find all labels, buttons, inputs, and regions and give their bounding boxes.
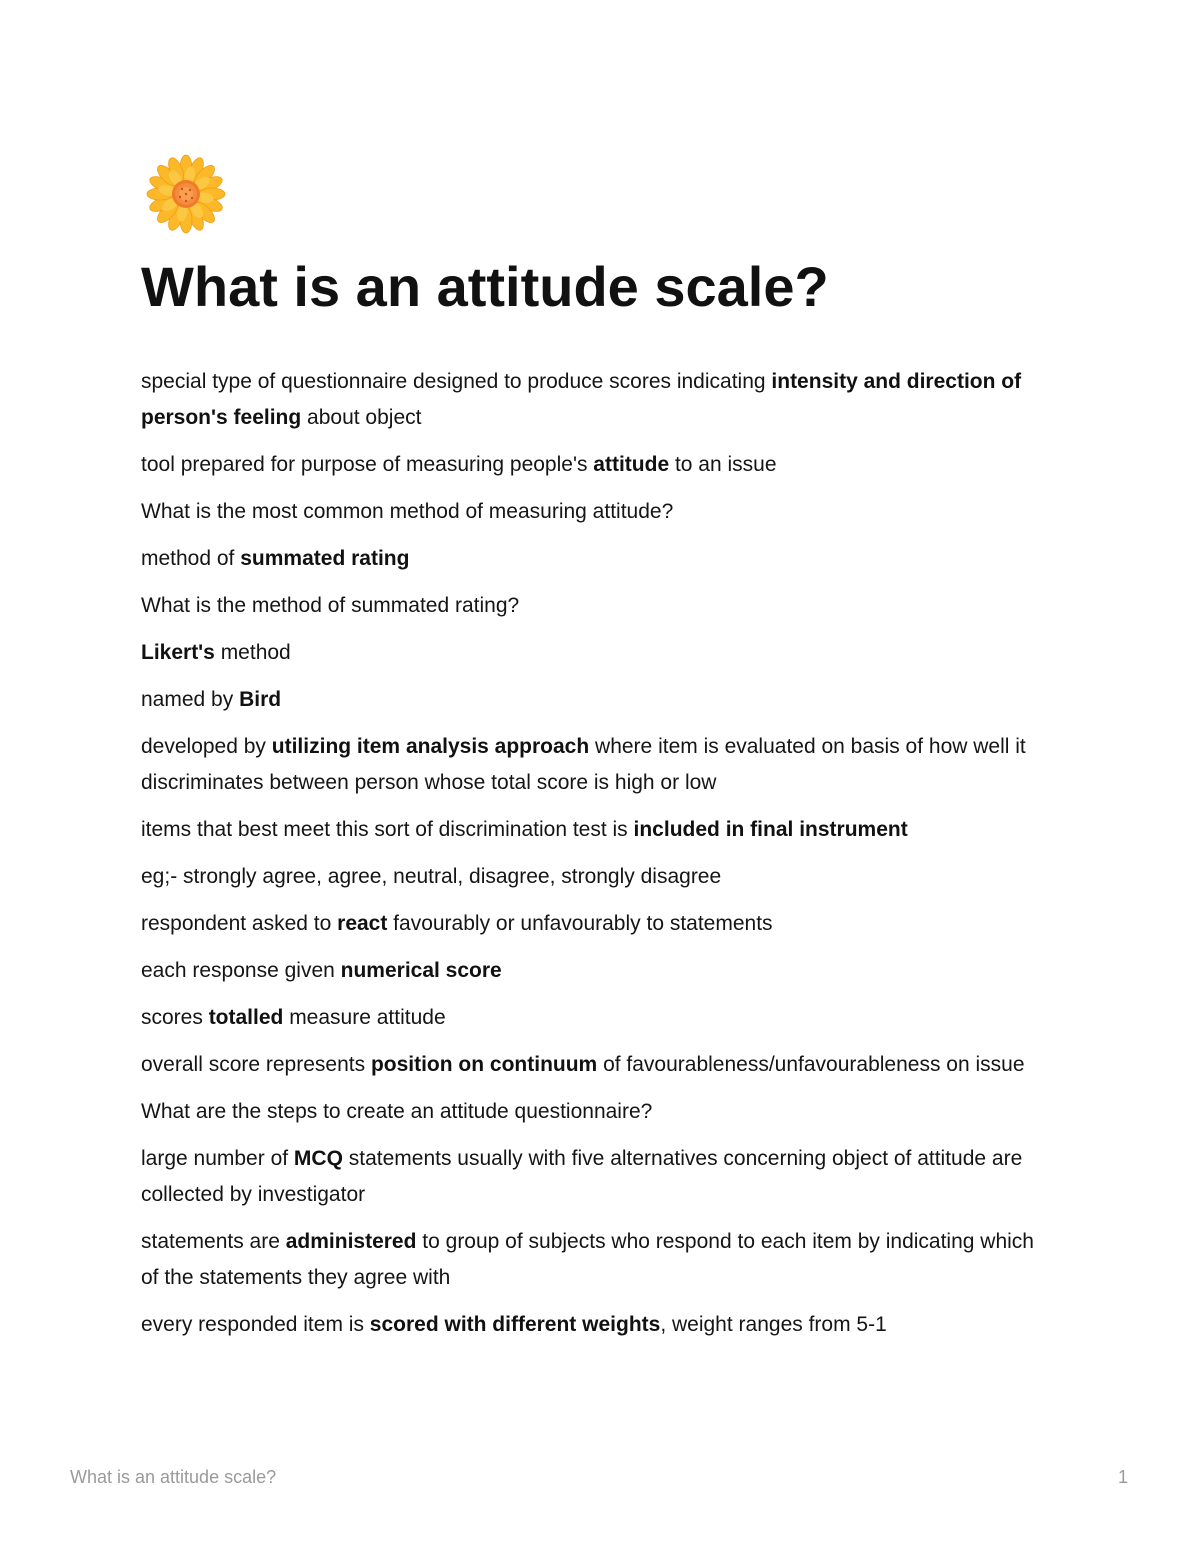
bold-text: Likert's	[141, 641, 215, 664]
text-run: of favourableness/unfavourableness on issue	[597, 1053, 1025, 1076]
bold-text: react	[337, 912, 388, 935]
text-run: favourably or unfavourably to statements	[387, 912, 773, 935]
paragraph	[141, 906, 1051, 942]
text-run: large number of	[141, 1147, 294, 1170]
paragraph	[141, 364, 1051, 436]
paragraph	[141, 541, 1051, 577]
text-run: items that best meet this sort of discrimination test is	[141, 818, 634, 841]
bold-text: numerical score	[340, 959, 502, 982]
paragraph	[141, 1141, 1051, 1213]
text-run: tool prepared for purpose of measuring people's	[141, 453, 594, 476]
bold-text: totalled	[208, 1006, 284, 1029]
paragraph	[141, 953, 1051, 989]
paragraph	[141, 494, 1051, 530]
page-title: What is an attitude scale?	[141, 255, 829, 318]
text-run: measure attitude	[283, 1006, 446, 1029]
paragraph	[141, 859, 1051, 895]
text-run: statements are	[141, 1230, 286, 1253]
text-run: scores	[141, 1006, 209, 1029]
paragraph	[141, 1047, 1051, 1083]
text-run: What is the most common method of measuring attitude?	[141, 500, 674, 523]
paragraph	[141, 1307, 1051, 1343]
text-run: eg;- strongly agree, agree, neutral, disagree, strongly disagree	[141, 865, 722, 888]
paragraph	[141, 729, 1051, 801]
paragraph	[141, 812, 1051, 848]
text-run: about object	[301, 406, 422, 429]
paragraph	[141, 635, 1051, 671]
paragraph	[141, 1224, 1051, 1296]
text-run: method of	[141, 547, 241, 570]
bold-text: summated rating	[240, 547, 410, 570]
footer-title: What is an attitude scale?	[70, 1467, 277, 1487]
text-run: , weight ranges from 5-1	[660, 1313, 887, 1336]
text-run: What is the method of summated rating?	[141, 594, 520, 617]
paragraph	[141, 1000, 1051, 1036]
paragraph	[141, 1094, 1051, 1130]
text-run: What are the steps to create an attitude questionnaire?	[141, 1100, 653, 1123]
sunflower-icon	[146, 154, 226, 234]
bold-text: position on continuum	[370, 1053, 598, 1076]
bold-text: MCQ	[293, 1147, 343, 1170]
text-run: method	[214, 641, 291, 664]
bold-text: Bird	[239, 688, 282, 711]
bold-text: utilizing item analysis approach	[271, 735, 590, 758]
paragraph	[141, 447, 1051, 483]
page-number: 1	[1117, 1467, 1128, 1487]
bold-text: included in final instrument	[633, 818, 908, 841]
text-run: developed by	[141, 735, 272, 758]
text-run: overall score represents	[141, 1053, 371, 1076]
document-body	[141, 364, 1051, 1354]
paragraph	[141, 682, 1051, 718]
paragraph	[141, 588, 1051, 624]
bold-text: attitude	[593, 453, 670, 476]
bold-text: scored with different weights	[369, 1313, 661, 1336]
bold-text: intensity and direction of person's feeling	[141, 370, 1022, 429]
text-run: statements usually with five alternatives concerning object of attitude are collected by investigator	[141, 1147, 1023, 1206]
text-run: special type of questionnaire designed to produce scores indicating	[141, 370, 772, 393]
bold-text: administered	[285, 1230, 417, 1253]
text-run: respondent asked to	[141, 912, 338, 935]
text-run: to group of subjects who respond to each item by indicating which of the statements they agree with	[141, 1230, 1034, 1289]
text-run: to an issue	[669, 453, 777, 476]
text-run: where item is evaluated on basis of how well it discriminates between person whose total score is high or low	[141, 735, 1026, 794]
text-run: each response given	[141, 959, 341, 982]
text-run: named by	[141, 688, 240, 711]
text-run: every responded item is	[141, 1313, 370, 1336]
